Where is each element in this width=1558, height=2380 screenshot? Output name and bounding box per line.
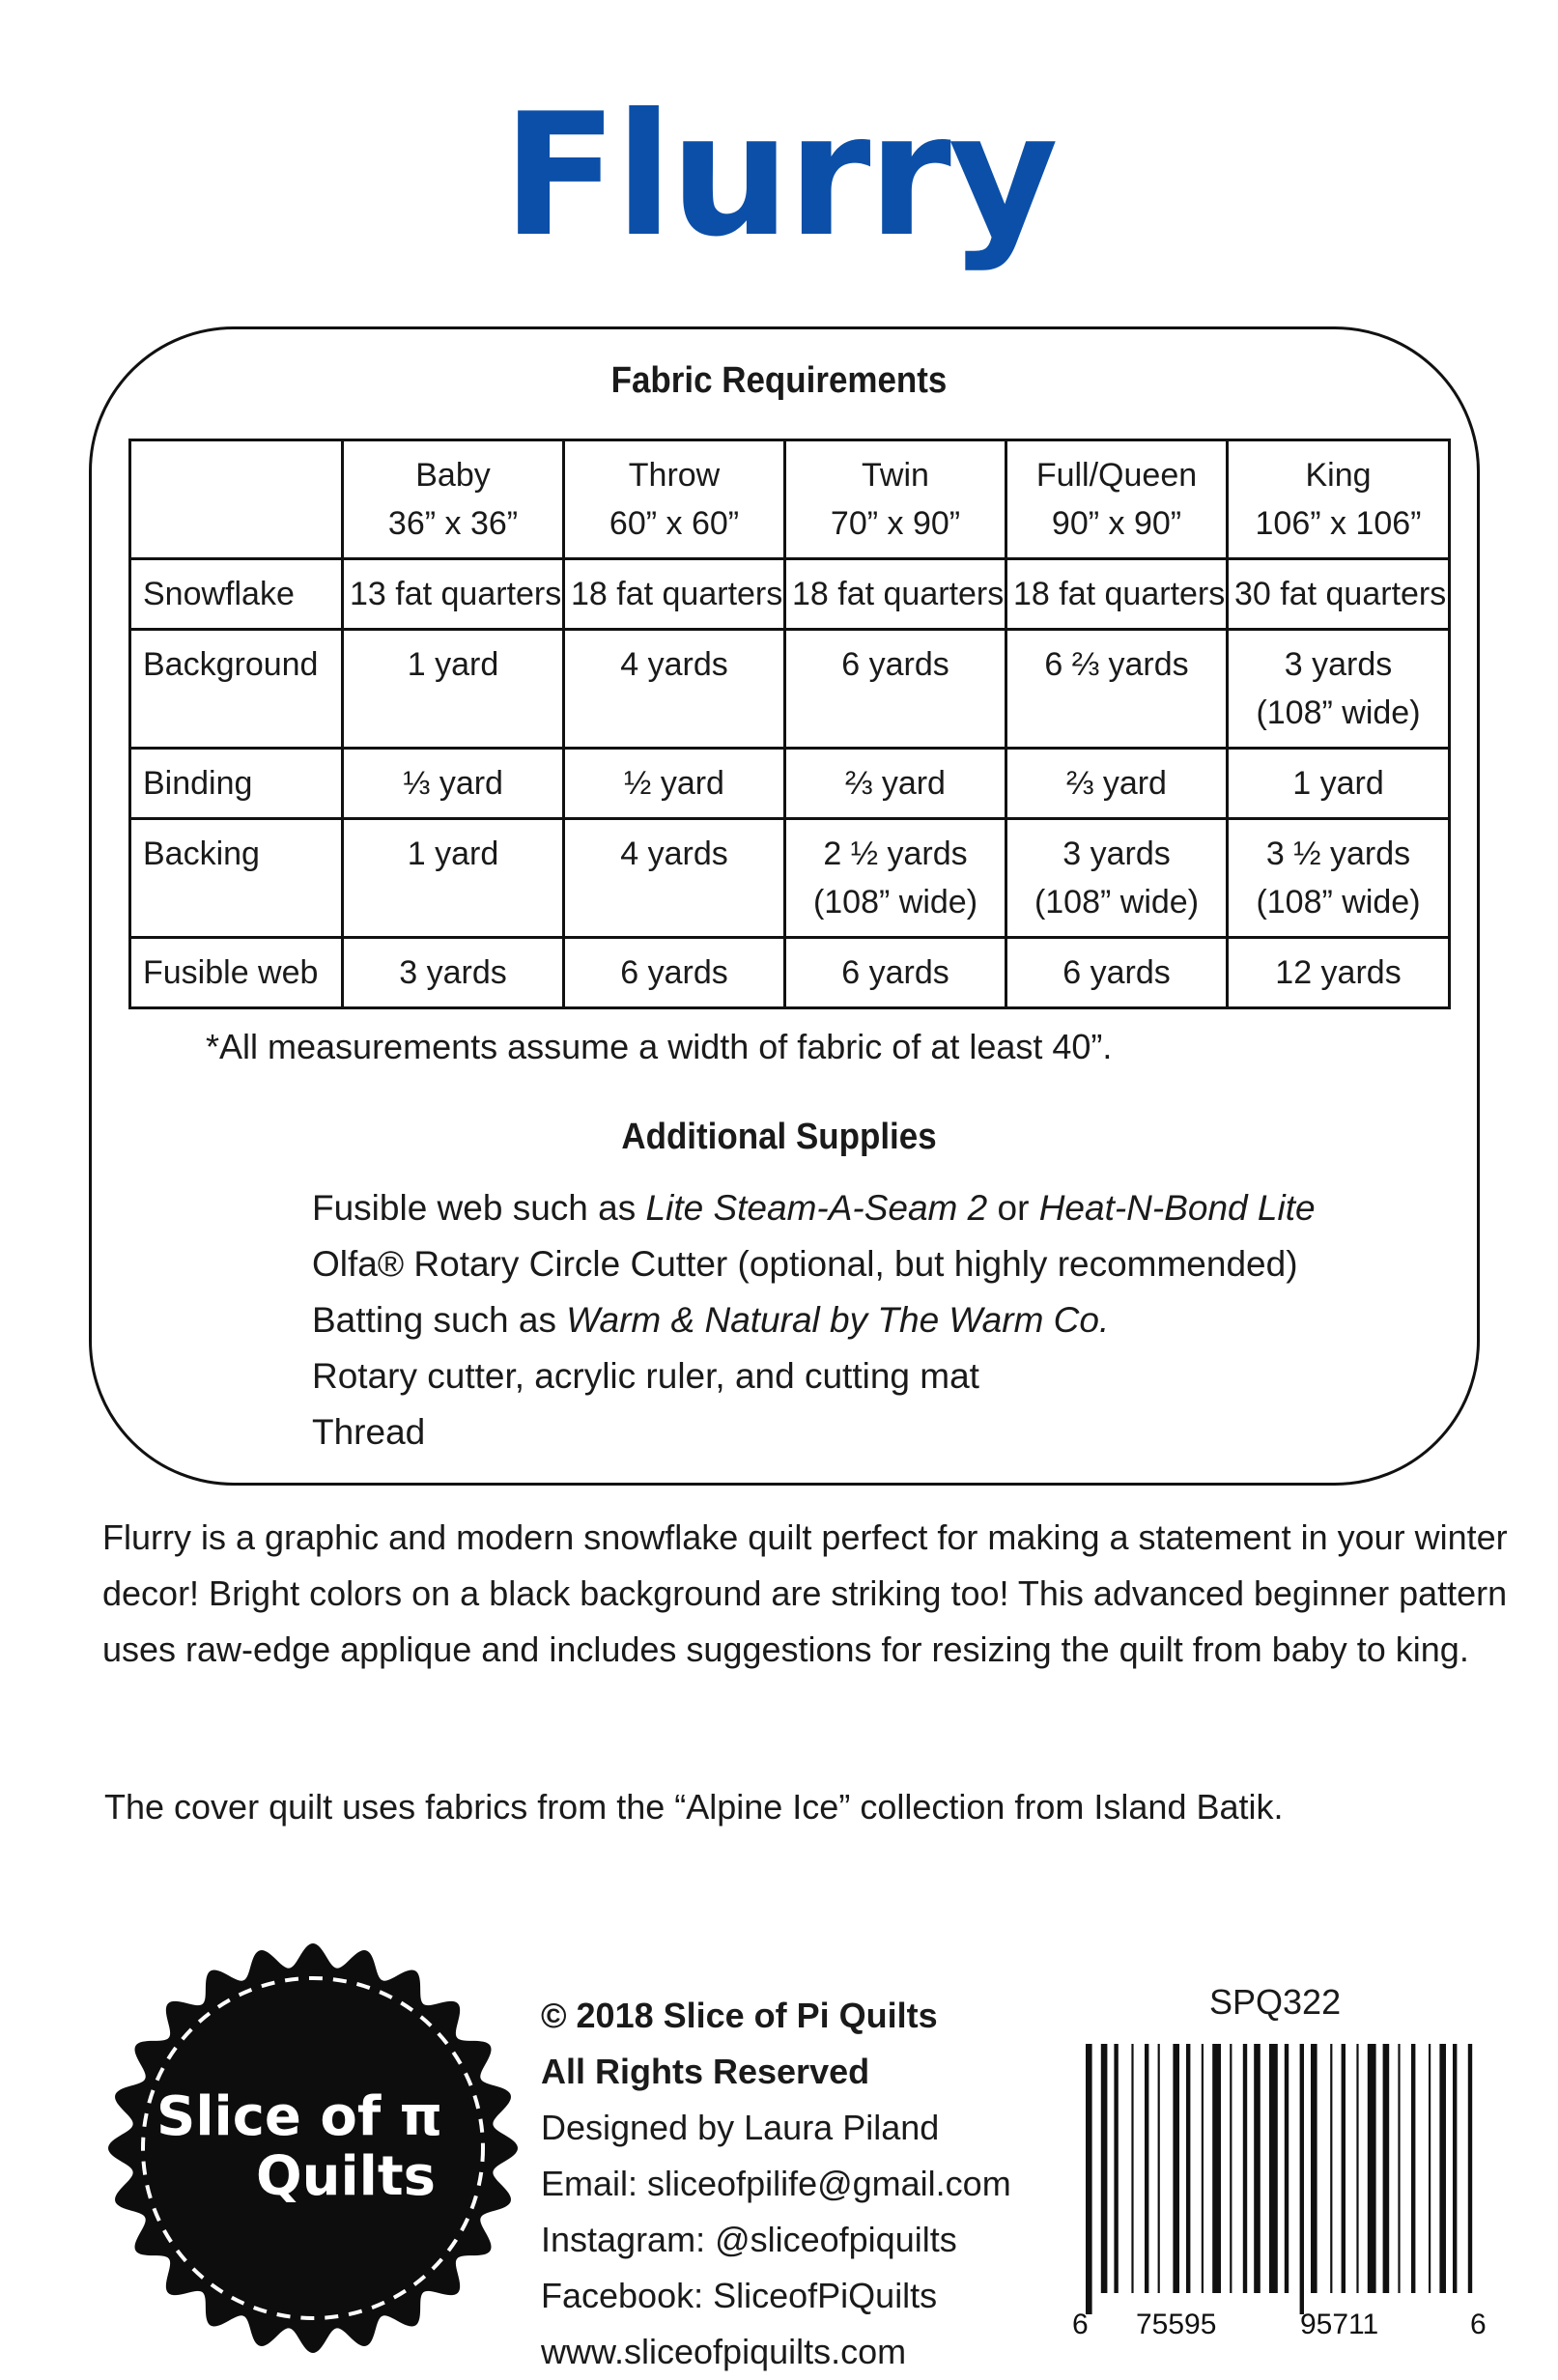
table-cell <box>1228 819 1450 938</box>
cell-line: 1 yard <box>407 836 499 872</box>
cell-line: 3 yards <box>1062 836 1171 872</box>
description-line: uses raw-edge applique and includes suggestions for resizing the quilt from baby to king. <box>102 1629 1469 1669</box>
barcode-bar <box>1311 2044 1317 2293</box>
supply-product-name: Warm & Natural by The Warm Co. <box>566 1300 1110 1340</box>
cell-line: (108” wide) <box>1256 884 1421 921</box>
cell-line: 18 fat quarters <box>1013 576 1226 612</box>
slice-of-pi-logo <box>106 1941 520 2355</box>
logo-text-line2: Quilts <box>256 2145 436 2208</box>
cell-line: ⅓ yard <box>403 765 503 802</box>
designer: Designed by Laura Piland <box>541 2108 940 2147</box>
barcode-bar <box>1173 2044 1179 2293</box>
barcode-bar <box>1131 2044 1133 2293</box>
credits <box>541 1988 1011 2380</box>
table-cell <box>785 559 1006 630</box>
cell-line: ⅔ yard <box>1066 765 1167 802</box>
barcode-digit-4: 6 <box>1470 2309 1487 2340</box>
cell-line: 18 fat quarters <box>571 576 783 612</box>
table-row <box>130 749 1450 819</box>
size-header <box>785 440 1006 559</box>
barcode-bar <box>1101 2044 1108 2293</box>
size-dimensions: 60” x 60” <box>609 505 740 542</box>
size-dimensions: 106” x 106” <box>1255 505 1422 542</box>
table-cell <box>785 938 1006 1008</box>
barcode-bar <box>1285 2044 1289 2293</box>
barcode-bar <box>1429 2044 1431 2293</box>
table-cell <box>343 749 564 819</box>
table-cell <box>343 630 564 749</box>
supply-text: Rotary cutter, acrylic ruler, and cutting mat <box>312 1356 979 1396</box>
table-cell <box>1006 749 1228 819</box>
table-row <box>130 630 1450 749</box>
table-cell <box>564 819 785 938</box>
cell-line: 1 yard <box>1292 765 1384 802</box>
supply-text: or <box>987 1188 1039 1228</box>
size-dimensions: 90” x 90” <box>1051 505 1182 542</box>
cell-line: 6 yards <box>1062 954 1171 991</box>
table-cell <box>1228 630 1450 749</box>
cell-line: 1 yard <box>407 646 499 683</box>
table-row <box>130 938 1450 1008</box>
table-cell <box>343 938 564 1008</box>
cell-line: (108” wide) <box>812 884 978 921</box>
barcode-bar <box>1269 2044 1278 2293</box>
barcode-bar <box>1453 2044 1457 2293</box>
cell-line: 6 ⅔ yards <box>1044 646 1189 683</box>
barcode-bar <box>1398 2044 1400 2293</box>
cell-line: 2 ½ yards <box>823 836 968 872</box>
supply-text: Fusible web such as <box>312 1188 646 1228</box>
table-cell <box>1006 819 1228 938</box>
email[interactable]: Email: sliceofpilife@gmail.com <box>541 2164 1011 2203</box>
barcode-bar <box>1300 2044 1304 2314</box>
table-cell <box>564 559 785 630</box>
supply-text: Batting such as <box>312 1300 567 1340</box>
sku-label: SPQ322 <box>1209 1982 1342 2022</box>
barcode-digit-group-2: 75595 <box>1136 2309 1217 2340</box>
table-cell <box>564 938 785 1008</box>
table-header-row <box>130 440 1450 559</box>
cell-line: (108” wide) <box>1034 884 1200 921</box>
supply-text: Olfa® Rotary Circle Cutter (optional, but highly recommended) <box>312 1244 1298 1284</box>
table-cell <box>564 630 785 749</box>
copyright: © 2018 Slice of Pi Quilts <box>541 1996 938 2035</box>
table-cell <box>1228 749 1450 819</box>
barcode-bar <box>1186 2044 1190 2293</box>
table-cell <box>343 559 564 630</box>
supply-item <box>312 1180 1316 1236</box>
supplies-list <box>312 1180 1316 1460</box>
instagram[interactable]: Instagram: @sliceofpiquilts <box>541 2220 957 2259</box>
size-header <box>343 440 564 559</box>
cell-line: 6 yards <box>841 646 949 683</box>
additional-supplies-heading: Additional Supplies <box>621 1117 937 1157</box>
website-link[interactable]: www.sliceofpiquilts.com <box>541 2332 907 2371</box>
table-cell <box>785 630 1006 749</box>
cell-line: ½ yard <box>624 765 724 802</box>
facebook[interactable]: Facebook: SliceofPiQuilts <box>541 2276 938 2315</box>
cell-line: 3 yards <box>1284 646 1393 683</box>
cell-line: 3 yards <box>399 954 507 991</box>
barcode-bar <box>1158 2044 1160 2293</box>
rights: All Rights Reserved <box>541 2052 870 2091</box>
table-cell <box>1006 630 1228 749</box>
cell-line: 13 fat quarters <box>350 576 562 612</box>
barcode-bar <box>1212 2044 1221 2293</box>
cell-line: (108” wide) <box>1256 694 1421 731</box>
supply-item <box>312 1292 1316 1348</box>
barcode-bar <box>1411 2044 1415 2293</box>
barcode-bar <box>1202 2044 1204 2293</box>
barcode-bar <box>1243 2044 1247 2293</box>
row-label: Binding <box>130 749 343 819</box>
cell-line: 30 fat quarters <box>1234 576 1447 612</box>
cell-line: 6 yards <box>841 954 949 991</box>
barcode-bar <box>1145 2044 1148 2293</box>
cell-line: 6 yards <box>620 954 728 991</box>
fabric-requirements-table <box>128 439 1451 1009</box>
barcode <box>1061 2044 1495 2343</box>
barcode-bar <box>1230 2044 1232 2293</box>
barcode-bar <box>1383 2044 1390 2293</box>
table-row <box>130 819 1450 938</box>
cell-line: ⅔ yard <box>845 765 946 802</box>
barcode-bar <box>1368 2044 1376 2293</box>
supply-item <box>312 1236 1316 1292</box>
cell-line: 4 yards <box>620 646 728 683</box>
supply-product-name: Lite Steam-A-Seam 2 <box>645 1188 988 1228</box>
barcode-bar <box>1086 2044 1092 2314</box>
table-cell <box>343 819 564 938</box>
size-name: Twin <box>862 457 929 494</box>
row-label: Fusible web <box>130 938 343 1008</box>
page-title: Flurry <box>502 78 1056 274</box>
supply-item <box>312 1404 1316 1460</box>
table-cell <box>785 819 1006 938</box>
barcode-bar <box>1356 2044 1358 2293</box>
supply-text: Thread <box>312 1412 426 1452</box>
barcode-bar <box>1468 2044 1472 2293</box>
barcode-bar <box>1439 2044 1446 2293</box>
barcode-bar <box>1114 2044 1118 2293</box>
fabric-requirements-heading: Fabric Requirements <box>610 360 948 401</box>
size-header <box>1006 440 1228 559</box>
cover-note: The cover quilt uses fabrics from the “Alpine Ice” collection from Island Batik. <box>104 1787 1284 1827</box>
size-dimensions: 36” x 36” <box>387 505 519 542</box>
table-cell <box>1006 938 1228 1008</box>
barcode-bar <box>1254 2044 1261 2293</box>
size-name: Full/Queen <box>1035 457 1198 494</box>
size-name: King <box>1305 457 1372 494</box>
cell-line: 12 yards <box>1275 954 1402 991</box>
description-line: decor! Bright colors on a black background are striking too! This advanced beginner pattern <box>102 1573 1508 1613</box>
table-cell <box>1228 938 1450 1008</box>
table-cell <box>1228 559 1450 630</box>
barcode-digit-group-3: 95711 <box>1300 2309 1379 2340</box>
size-dimensions: 70” x 90” <box>830 505 961 542</box>
size-header <box>564 440 785 559</box>
supply-product-name: Heat-N-Bond Lite <box>1038 1188 1316 1228</box>
cell-line: 3 ½ yards <box>1265 836 1411 872</box>
size-name: Baby <box>415 457 491 494</box>
description-line: Flurry is a graphic and modern snowflake quilt perfect for making a statement in your winter <box>102 1517 1508 1557</box>
row-label: Background <box>130 630 343 749</box>
barcode-bar <box>1342 2044 1346 2293</box>
barcode-bar <box>1330 2044 1332 2293</box>
cell-line: 4 yards <box>620 836 728 872</box>
size-header <box>1228 440 1450 559</box>
description <box>102 1510 1508 1678</box>
table-cell <box>785 749 1006 819</box>
logo-text-line1: Slice of π <box>156 2085 443 2148</box>
barcode-bars <box>1086 2044 1472 2314</box>
row-label: Snowflake <box>130 559 343 630</box>
row-label: Backing <box>130 819 343 938</box>
barcode-digit-1: 6 <box>1072 2309 1089 2340</box>
table-row <box>130 559 1450 630</box>
size-name: Throw <box>628 457 721 494</box>
measurement-note: *All measurements assume a width of fabric of at least 40”. <box>206 1027 1113 1066</box>
supply-item <box>312 1348 1316 1404</box>
table-corner-cell <box>130 440 343 559</box>
cell-line: 18 fat quarters <box>792 576 1005 612</box>
table-cell <box>564 749 785 819</box>
table-cell <box>1006 559 1228 630</box>
